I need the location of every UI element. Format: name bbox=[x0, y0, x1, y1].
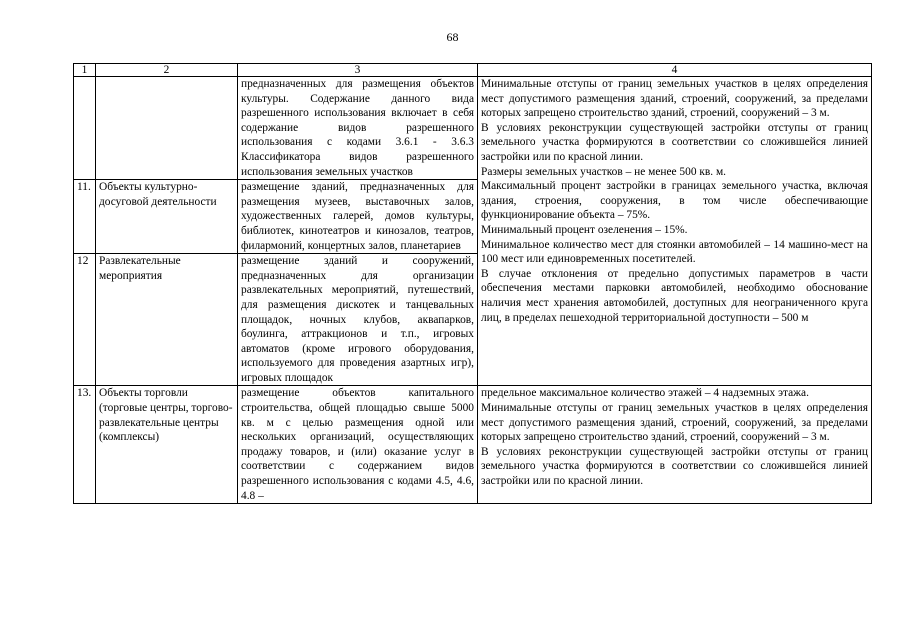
row-name: Развлекательные мероприятия bbox=[96, 254, 238, 386]
parameter-paragraph: Размеры земельных участков – не менее 500 кв. м. bbox=[481, 165, 727, 178]
row-name: Объекты торговли (торговые центры, торгово-развлекательные центры (комплексы) bbox=[96, 386, 238, 504]
row-description: размещение зданий, предназначенных для размещения музеев, выставочных залов, художественных галерей, домов культуры, библиотек, кинотеатров и кинозалов, театров, филармоний, концертных залов, планетариев bbox=[238, 180, 478, 254]
parameter-paragraph: В случае отклонения от предельно допустимых параметров в части обеспечения местами парковки автомобилей, необходимо обоснование наличия мест хранения автомобилей, доступных для неограниченного круга лиц, в пределах пешеходной территориальной доступности – 500 м bbox=[481, 267, 868, 324]
parameter-paragraph: Максимальный процент застройки в границах земельного участка, включая здания, строения, сооружения, в том числе обеспечивающие функционирование объекта – 75%. bbox=[481, 180, 868, 222]
row-name bbox=[96, 77, 238, 180]
header-cell-3: 3 bbox=[238, 64, 478, 77]
parameter-paragraph: Минимальное количество мест для стоянки автомобилей – 14 машино-мест на 100 мест или единовременных посетителей. bbox=[481, 238, 868, 266]
table-header-row bbox=[74, 64, 872, 77]
row-name: Объекты культурно-досуговой деятельности bbox=[96, 180, 238, 254]
parameters-cell-2 bbox=[478, 386, 872, 504]
parameter-paragraph: В условиях реконструкции существующей застройки отступы от границ земельного участка формируются в соответствии со сложившейся линией застройки или по красной линии. bbox=[481, 121, 868, 163]
header-cell-4: 4 bbox=[478, 64, 872, 77]
row-number: 11. bbox=[74, 180, 96, 254]
table-row bbox=[74, 77, 872, 180]
row-number: 12 bbox=[74, 254, 96, 386]
row-number: 13. bbox=[74, 386, 96, 504]
row-description: предназначенных для размещения объектов культуры. Содержание данного вида разрешенного использования включает в себя содержание видов разрешенного использования с кодами 3.6.1 - 3.6.3 Классификатора видов разрешенного использования земельных участков bbox=[238, 77, 478, 180]
header-cell-2: 2 bbox=[96, 64, 238, 77]
parameter-paragraph: Минимальный процент озеленения – 15%. bbox=[481, 223, 688, 236]
parameters-cell-1 bbox=[478, 77, 872, 386]
parameter-paragraph: Минимальные отступы от границ земельных участков в целях определения мест допустимого размещения зданий, строений, сооружений, за пределами которых запрещено строительство зданий, строений, сооружений – 3 м. bbox=[481, 402, 868, 444]
header-cell-1: 1 bbox=[74, 64, 96, 77]
parameter-paragraph: Минимальные отступы от границ земельных участков в целях определения мест допустимого размещения зданий, строений, сооружений, за пределами которых запрещено строительство зданий, строений, сооружений – 3 м. bbox=[481, 78, 868, 120]
parameter-paragraph: В условиях реконструкции существующей застройки отступы от границ земельного участка формируются в соответствии со сложившейся линией застройки или по красной линии. bbox=[481, 445, 868, 488]
row-description: размещение объектов капитального строительства, общей площадью свыше 5000 кв. м с целью размещения одной или нескольких организаций, осуществляющих продажу товаров, и (или) оказание услуг в соответствии с содержанием видов разрешенного использования с кодами 4.5, 4.6, 4.8 – bbox=[238, 386, 478, 504]
parameter-paragraph: предельное максимальное количество этажей – 4 надземных этажа. bbox=[481, 387, 809, 400]
row-number bbox=[74, 77, 96, 180]
regulations-table bbox=[73, 63, 872, 504]
row-description: размещение зданий и сооружений, предназначенных для организации развлекательных мероприятий, путешествий, для размещения дискотек и танцевальных площадок, ночных клубов, аквапарков, боулинга, аттракционов и т.п., игровых автоматов (кроме игрового оборудования, используемого для проведения азартных игр), игровых площадок bbox=[238, 254, 478, 386]
table-row bbox=[74, 386, 872, 504]
page-number: 68 bbox=[446, 30, 459, 44]
